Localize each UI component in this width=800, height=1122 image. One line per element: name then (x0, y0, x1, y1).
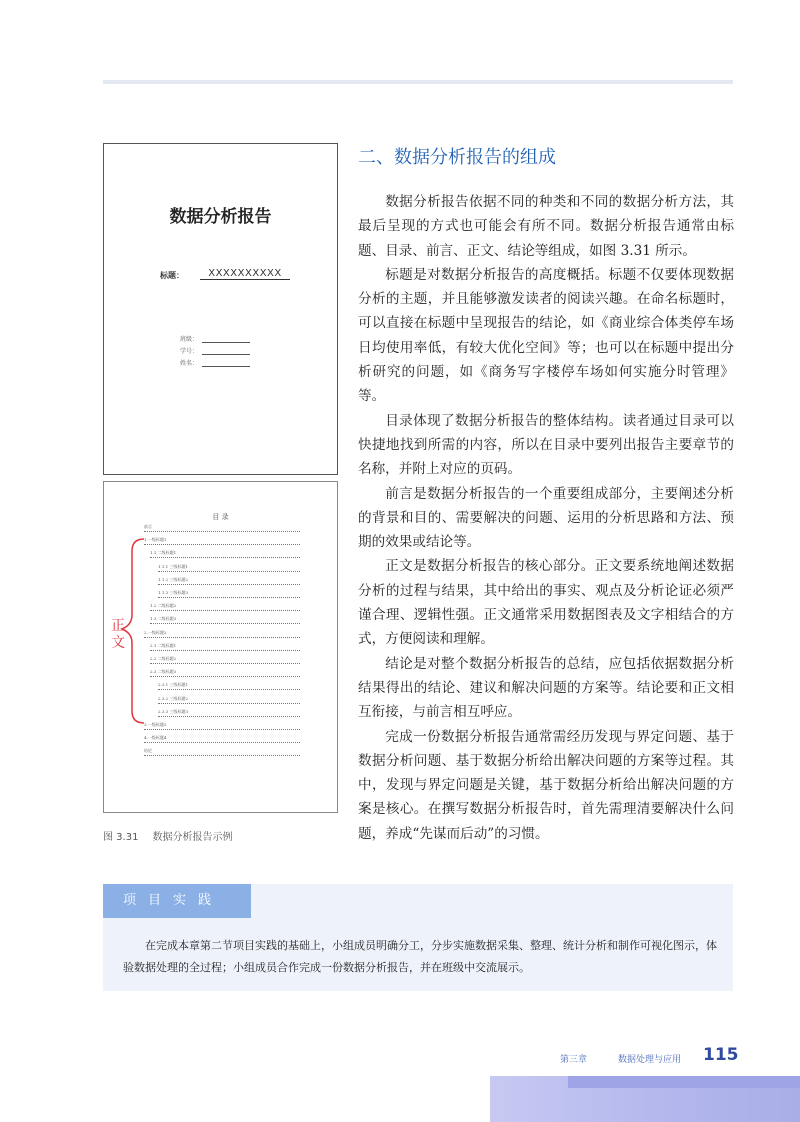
toc-entry (144, 724, 300, 730)
toc-entry (144, 737, 300, 743)
project-practice-tab: 项目实践 (103, 884, 251, 918)
toc-bracket-label: 正文 (111, 618, 125, 651)
cover-field-id: 学号： (180, 346, 250, 355)
cover-field-name: 姓名： (180, 358, 250, 367)
toc-entry (158, 695, 300, 704)
toc-entry-label: 4.一级标题4 (144, 735, 167, 741)
footer-chapter-title: 数据处理与应用 (618, 1055, 682, 1065)
toc-entry-label: 2.一级标题2 (144, 629, 167, 635)
toc-entry-label: 结论 (144, 748, 152, 754)
paragraph: 结论是对整个数据分析报告的总结，应包括依据数据分析结果得出的结论、建议和解决问题的方案等。结论要和正文相互衔接，与前言相互呼应。 (358, 655, 734, 721)
section-body (358, 190, 734, 846)
toc-entry-label: 1.1.3 三级标题3 (158, 590, 188, 595)
toc-entry-label: 1.2 二级标题2 (150, 603, 177, 609)
toc-entry (158, 563, 300, 572)
toc-entry (144, 629, 300, 638)
paragraph: 前言是数据分析报告的一个重要组成部分，主要阐述分析的背景和目的、需要解决的问题、运用的分析思路和方法、预期的效果或结论等。 (358, 485, 734, 551)
toc-entry-label: 1.1.1 三级标题1 (158, 563, 188, 569)
toc-entry-label: 2.2 二级标题2 (150, 656, 177, 661)
toc-entry-label: 2.3.1 三级标题1 (158, 682, 188, 688)
figure-caption (103, 828, 232, 843)
toc-entry (158, 576, 300, 585)
toc-entry (150, 618, 300, 624)
footer-chapter: 第三章 (560, 1055, 588, 1065)
toc-entry (144, 539, 300, 545)
toc-entry-label: 2.3.3 三级标题3 (158, 708, 188, 714)
toc-entry-label: 前言 (144, 524, 152, 529)
top-rule (103, 80, 733, 84)
paragraph: 完成一份数据分析报告通常需经历发现与界定问题、基于数据分析问题、基于数据分析给出解决问题的方案等过程。其中，发现与界定问题是关键，基于数据分析给出解决问题的方案是核心。在撰写数据分析报告时，首先需理清要解决什么问题，养成“先谋而后动”的习惯。 (358, 728, 734, 842)
cover-title: 数据分析报告 (169, 207, 272, 227)
section-heading: 二、数据分析报告的组成 (358, 147, 556, 168)
footer-decoration-band (568, 1076, 800, 1088)
toc-entry (150, 658, 300, 664)
toc-entry (144, 526, 300, 532)
toc-entry (150, 552, 300, 558)
toc-entry (158, 684, 300, 690)
toc-entry-label: 3.一级标题3 (144, 722, 167, 727)
project-practice-text: 在完成本章第二节项目实践的基础上，小组成员明确分工，分步实施数据采集、整理、统计分析和制作可视化图示，体验数据处理的全过程；小组成员合作完成一份数据分析报告，并在班级中交流展示。 (123, 939, 717, 974)
paragraph: 正文是数据分析报告的核心部分。正文要系统地阐述数据分析的过程与结果，其中给出的事实、观点及分析论证必须严谨合理、逻辑性强。正文通常采用数据图表及文字相结合的方式，方便阅读和理解。 (358, 558, 734, 648)
figure-caption-number: 图 3.31 (103, 832, 139, 843)
project-practice-box (103, 884, 733, 991)
toc-entry-label: 2.3 二级标题3 (150, 669, 177, 675)
page-number: 115 (703, 1045, 739, 1065)
toc-entry-label: 1.3 二级标题3 (150, 616, 177, 622)
toc-entry (158, 708, 300, 717)
paragraph: 标题是对数据分析报告的高度概括。标题不仅要体现数据分析的主题，并且能够激发读者的阅读兴趣。在命名标题时，可以直接在标题中呈现报告的结论，如《商业综合体类停车场日均使用率低，有较大优化空间》等；也可以在标题中提出分析研究的问题，如《商务写字楼停车场如何实施分时管理》等。 (358, 266, 734, 405)
cover-title-value: XXXXXXXXXX (200, 268, 290, 280)
toc-entry-label: 1.1.2 三级标题2 (158, 576, 188, 582)
paragraph: 目录体现了数据分析报告的整体结构。读者通过目录可以快捷地找到所需的内容，所以在目录中要列出报告主要章节的名称，并附上对应的页码。 (358, 412, 734, 478)
toc-entry-label: 1.一级标题1 (144, 537, 167, 543)
toc-entry (144, 750, 300, 756)
cover-title-label: 标题： (160, 271, 184, 280)
toc-entry (150, 605, 300, 611)
cover-field-class: 班级： (180, 334, 250, 343)
toc-entry-label: 2.1 二级标题1 (150, 642, 177, 648)
toc-title: 目 录 (212, 513, 229, 521)
report-cover-figure (103, 143, 338, 475)
toc-entry-label: 2.3.2 三级标题2 (158, 695, 188, 701)
toc-entry (150, 642, 300, 651)
paragraph: 数据分析报告依据不同的种类和不同的数据分析方法，其最后呈现的方式也可能会有所不同。数据分析报告通常由标题、目录、前言、正文、结论等组成，如图 3.31 所示。 (358, 194, 734, 259)
toc-entry (158, 592, 300, 598)
toc-entry (150, 671, 300, 677)
figure-caption-text: 数据分析报告示例 (152, 832, 233, 843)
toc-entry-label: 1.1 二级标题1 (150, 550, 177, 556)
